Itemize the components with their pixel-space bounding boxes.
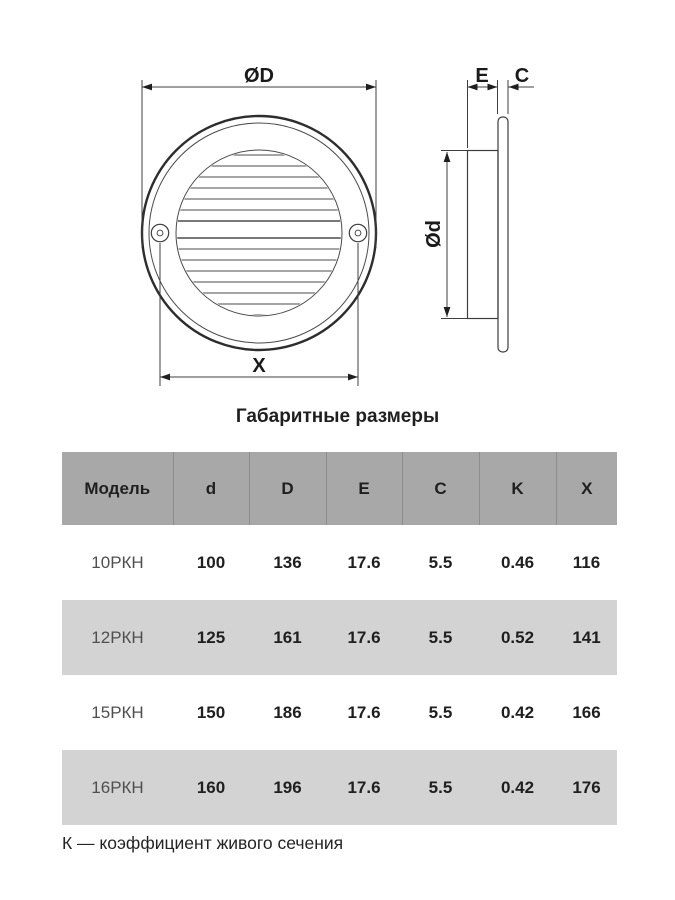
- value-cell-C: 5.5: [428, 702, 453, 722]
- value-cell-D: 161: [273, 627, 302, 647]
- col-header-model: Модель: [62, 452, 173, 525]
- arrow-up-icon: [444, 152, 451, 162]
- value-cell-E: 17.6: [347, 702, 381, 722]
- dim-label-outer-diameter: ØD: [244, 65, 274, 87]
- model-cell: 15РКН: [91, 702, 144, 722]
- value-cell-D: 136: [273, 552, 302, 572]
- value-cell-K: 0.52: [500, 627, 535, 647]
- value-cell-d: 150: [196, 702, 226, 722]
- arrow-left-icon: [142, 84, 152, 91]
- value-cell-X: 166: [572, 702, 601, 722]
- value-cell-X: 141: [572, 627, 601, 647]
- value-cell-d: 100: [196, 552, 226, 572]
- side-view: [423, 65, 534, 352]
- col-header-C: C: [402, 452, 479, 525]
- center-rib: [176, 221, 342, 238]
- value-cell-C: 5.5: [428, 777, 453, 797]
- value-cell-E: 17.6: [347, 627, 381, 647]
- dim-label-depth: E: [475, 65, 489, 87]
- table-row: [62, 675, 617, 750]
- table-row: [62, 600, 617, 675]
- value-cell-X: 116: [572, 552, 601, 572]
- value-cell-d: 160: [196, 777, 226, 797]
- dim-label-inner-diameter: Ød: [423, 220, 445, 248]
- value-cell-E: 17.6: [347, 777, 381, 797]
- dimension-depth-and-flange: [468, 65, 535, 148]
- col-header-d: d: [173, 452, 249, 525]
- value-cell-E: 17.6: [347, 552, 381, 572]
- table-row: [62, 750, 617, 825]
- arrow-left-icon: [160, 374, 170, 381]
- spigot-body: [468, 151, 499, 319]
- value-cell-K: 0.42: [500, 777, 535, 797]
- grille-inner-rim: [149, 123, 369, 343]
- screw-hole-right: [349, 224, 366, 241]
- dim-label-hole-spacing: X: [252, 355, 266, 377]
- value-cell-K: 0.42: [500, 702, 535, 722]
- value-cell-D: 186: [273, 702, 302, 722]
- front-view: [142, 65, 376, 386]
- value-cell-D: 196: [273, 777, 302, 797]
- arrow-down-icon: [444, 307, 451, 317]
- arrow-right-icon: [488, 84, 498, 91]
- col-header-D: D: [249, 452, 326, 525]
- louver-circle: [176, 150, 342, 316]
- section-title: Габаритные размеры: [235, 406, 440, 427]
- flange-plate: [498, 117, 508, 352]
- dimensions-table: [62, 452, 617, 825]
- footnote: К — коэффициент живого сечения: [62, 833, 344, 853]
- table-header-row: [62, 452, 617, 525]
- table-row: [62, 525, 617, 600]
- value-cell-K: 0.46: [500, 552, 535, 572]
- model-cell: 12РКН: [91, 627, 144, 647]
- value-cell-d: 125: [196, 627, 226, 647]
- value-cell-C: 5.5: [428, 627, 453, 647]
- col-header-X: X: [556, 452, 617, 525]
- arrow-right-icon: [366, 84, 376, 91]
- louver-slats: [176, 155, 342, 315]
- dimension-inner-diameter: [423, 151, 470, 319]
- technical-drawing: [0, 0, 675, 430]
- screw-hole-left: [151, 224, 168, 241]
- col-header-K: K: [479, 452, 556, 525]
- value-cell-X: 176: [572, 777, 601, 797]
- model-cell: 10РКН: [91, 552, 144, 572]
- arrow-right-icon: [348, 374, 358, 381]
- col-header-E: E: [326, 452, 402, 525]
- model-cell: 16РКН: [91, 777, 144, 797]
- dim-label-flange: C: [514, 65, 530, 87]
- value-cell-C: 5.5: [428, 552, 453, 572]
